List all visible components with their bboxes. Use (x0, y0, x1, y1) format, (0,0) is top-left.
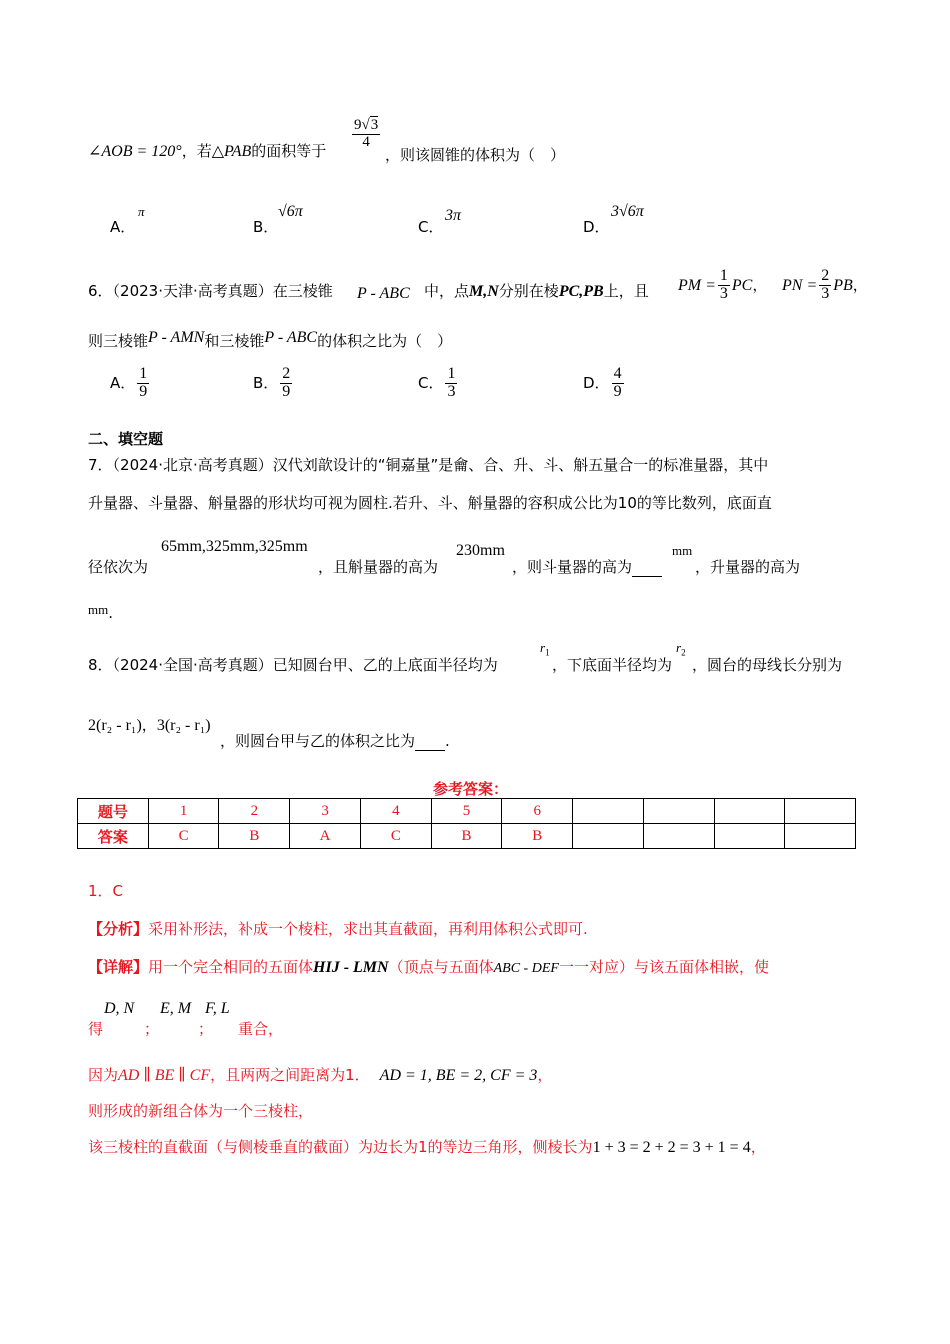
table-cell: B (431, 824, 502, 849)
q6-line2-a: 则三棱锥 (88, 332, 149, 350)
q6-edges: PC,PB (558, 283, 604, 300)
table-cell: 2 (219, 799, 290, 824)
q7-height: 230mm (456, 542, 505, 559)
q6-line2-b: 和三棱锥 (204, 332, 265, 350)
q8-line1-c: ，圆台的母线长分别为 (692, 656, 843, 674)
because-b: ，且两两之间距离为1． (210, 1066, 370, 1084)
table-cell: B (219, 824, 290, 849)
answer-table (77, 798, 856, 849)
q8-line2-text: ，则圆台甲与乙的体积之比为 (220, 732, 416, 750)
q5-option-d[interactable] (583, 216, 610, 237)
solution-detail-line2-b: 重合， (238, 1020, 284, 1038)
q5-area-fraction: $\frac{9√3}{4}$ (354, 117, 379, 150)
table-cell (785, 799, 856, 824)
q7-blank-1[interactable] (632, 558, 662, 577)
q6-text1-group (424, 280, 649, 301)
q6-pn: PN = (782, 276, 818, 294)
q8-expr-sep: ， (141, 716, 157, 734)
q6-pb: PB (833, 276, 853, 294)
q5-text3: ，则该圆锥的体积为（ ） (385, 146, 566, 164)
table-cell: 6 (502, 799, 573, 824)
q5-frac-root: 3 (370, 117, 379, 133)
q5-option-c[interactable] (418, 216, 443, 237)
q8-r2-letter: r (676, 640, 682, 655)
q6-ratio-pn (782, 268, 868, 303)
option-den: 9 (282, 382, 291, 400)
table-cell (643, 824, 714, 849)
q8-line1-a: 8．（2024·全国·高考真题）已知圆台甲、乙的上底面半径均为 (88, 656, 498, 674)
option-label: C． (418, 218, 444, 236)
parallel-expr: AD ∥ BE ∥ CF (118, 1067, 211, 1084)
q6-pn-den: 3 (821, 284, 830, 302)
q7-line3-c (512, 556, 662, 577)
row-header-number: 题号 (78, 799, 149, 824)
triangle-expression: △PAB (211, 143, 252, 160)
q6-option-b[interactable] (253, 366, 294, 401)
hij-lmn-expr: HIJ - LMN (313, 959, 389, 976)
because-a: 因为 (88, 1066, 119, 1084)
q5-option-b-value: √6π (278, 203, 303, 220)
q5-text2: 的面积等于 (251, 142, 327, 160)
q7-line4-end: . (108, 604, 114, 622)
q6-ratio-pm (678, 268, 767, 303)
dn-expr: D, N (104, 1000, 135, 1017)
table-cell (714, 799, 785, 824)
option-label: D． (583, 218, 610, 236)
table-cell (785, 824, 856, 849)
q7-line1: 7．（2024·北京·高考真题）汉代刘歆设计的“铜嘉量”是龠、合、升、斗、斛五量合一的标准量器，其中 (88, 456, 769, 474)
detail-text-a: 用一个完全相同的五面体 (148, 958, 314, 976)
q5-option-c-value: 3π (445, 207, 462, 224)
em-expr: E, M (160, 1000, 192, 1017)
q7-unit: mm (672, 543, 693, 558)
row-header-answer: 答案 (78, 824, 149, 849)
q6-text3: 上，且 (603, 282, 649, 300)
solution-prism-line: 则形成的新组合体为一个三棱柱， (88, 1102, 314, 1120)
edge-length-expr: 1 + 3 = 2 + 2 = 3 + 1 = 4 (592, 1139, 751, 1156)
q8-line1-b: ，下底面半径均为 (552, 656, 673, 674)
q5-option-a[interactable] (110, 216, 135, 237)
table-cell: C (148, 824, 219, 849)
detail-text-c: 一一对应）与该五面体相嵌，使 (558, 958, 769, 976)
solution-section-line (88, 1136, 766, 1157)
q7-line4-unit: mm (88, 602, 109, 617)
q6-option-a[interactable] (110, 366, 151, 401)
q5-option-b[interactable] (253, 216, 278, 237)
lengths-expr: AD = 1, BE = 2, CF = 3 (379, 1067, 538, 1084)
q7-line3-c-text: ，则斗量器的高为 (512, 558, 633, 576)
table-cell: B (502, 824, 573, 849)
q6-line2-c: 的体积之比为（ ） (317, 332, 453, 350)
table-cell: 5 (431, 799, 502, 824)
solution-detail-line1 (88, 956, 769, 977)
option-label: A． (110, 373, 136, 392)
q6-points: M,N (469, 283, 499, 300)
q6-pn-num: 2 (821, 267, 830, 284)
abc-def-expr: ABC - DEF (493, 961, 559, 976)
q6-text1: 中，点 (424, 282, 470, 300)
fl-expr: F, L (205, 1000, 230, 1017)
q8-line2 (220, 730, 450, 751)
table-cell (573, 799, 644, 824)
option-den: 9 (139, 382, 148, 400)
q7-line3-d: ，升量器的高为 (695, 558, 801, 576)
angle-expression: ∠AOB = 120° (88, 143, 182, 160)
solution-because-line (88, 1064, 552, 1085)
table-cell: C (360, 824, 431, 849)
q6-prefix: 6．（2023·天津·高考真题）在三棱锥 (88, 282, 333, 300)
q5-option-a-value: π (138, 204, 145, 219)
q6-text2: 分别在棱 (498, 282, 559, 300)
section-text: 该三棱柱的直截面（与侧棱垂直的截面）为边长为1的等边三角形，侧棱长为 (88, 1138, 593, 1156)
q5-stem (88, 140, 326, 161)
q5-frac-num: 9 (354, 117, 362, 133)
option-den: 3 (447, 382, 456, 400)
q7-line4 (88, 604, 113, 622)
analysis-tag: 【分析】 (88, 920, 149, 938)
q6-pm: PM = (678, 276, 716, 294)
table-cell (643, 799, 714, 824)
q5-text1: ，若 (181, 142, 212, 160)
table-cell: 3 (290, 799, 361, 824)
option-label: C． (418, 373, 444, 392)
q8-r2-sub: 2 (681, 647, 686, 658)
q7-line2: 升量器、斗量器、斛量器的形状均可视为圆柱.若升、斗、斛量器的容积成公比为10的等比数列，底面直 (88, 494, 772, 512)
semicolon-2: ； (198, 1020, 214, 1038)
semicolon-1: ； (144, 1020, 160, 1038)
q6-stem-line1 (88, 280, 333, 301)
q7-line3-b: ，且斛量器的高为 (318, 558, 439, 576)
detail-tag: 【详解】 (88, 958, 149, 976)
option-num: 2 (282, 365, 291, 382)
option-label: B． (253, 218, 279, 236)
q6-expr3: P - ABC (264, 329, 318, 346)
q8-end: . (445, 732, 450, 750)
option-num: 1 (447, 365, 456, 382)
q8-expr-b: 3(r₂ - r₁) (156, 717, 211, 734)
q6-option-d[interactable] (583, 366, 626, 401)
q8-r1-letter: r (540, 640, 546, 655)
answer-key-title: 参考答案： (433, 780, 509, 798)
q6-stem-line2 (88, 330, 452, 351)
q7-diameters: 65mm,325mm,325mm (161, 538, 308, 555)
q8-r1-sub: 1 (545, 647, 550, 658)
q8-r2 (676, 640, 686, 658)
option-label: B． (253, 373, 279, 392)
table-cell (573, 824, 644, 849)
detail-text-b: （顶点与五面体 (388, 958, 494, 976)
solution-title: 1．C (88, 882, 124, 900)
table-cell: 4 (360, 799, 431, 824)
option-den: 9 (613, 382, 622, 400)
table-cell: 1 (148, 799, 219, 824)
analysis-text: 采用补形法，补成一个棱柱，求出其直截面，再利用体积公式即可. (148, 920, 588, 938)
table-row (78, 799, 856, 824)
section-end: ， (750, 1138, 766, 1156)
table-cell: A (290, 824, 361, 849)
q6-comma: ， (752, 275, 768, 294)
table-cell (714, 824, 785, 849)
q6-comma2: ， (852, 275, 868, 294)
table-row (78, 824, 856, 849)
q6-expr1: P - ABC (357, 285, 410, 302)
q6-pm-den: 3 (719, 284, 728, 302)
q6-pc: PC (731, 276, 753, 294)
q8-expressions (88, 714, 211, 735)
option-num: 4 (613, 365, 622, 382)
q6-expr2: P - AMN (148, 329, 205, 346)
q5-frac-den: 4 (362, 133, 370, 150)
section-heading: 二、填空题 (88, 430, 164, 448)
option-label: A． (110, 218, 136, 236)
solution-detail-line2-a: 得 (88, 1020, 104, 1038)
q8-expr-a: 2(r₂ - r₁) (88, 717, 142, 734)
solution-analysis (88, 918, 588, 939)
q8-blank[interactable] (415, 732, 445, 751)
q7-line3-a: 径依次为 (88, 558, 149, 576)
q6-pm-num: 1 (719, 267, 728, 284)
q5-option-d-value: 3√6π (611, 203, 644, 220)
because-c: ， (537, 1066, 553, 1084)
option-num: 1 (139, 365, 148, 382)
q6-option-c[interactable] (418, 366, 459, 401)
option-label: D． (583, 373, 610, 392)
q8-r1 (540, 640, 550, 658)
